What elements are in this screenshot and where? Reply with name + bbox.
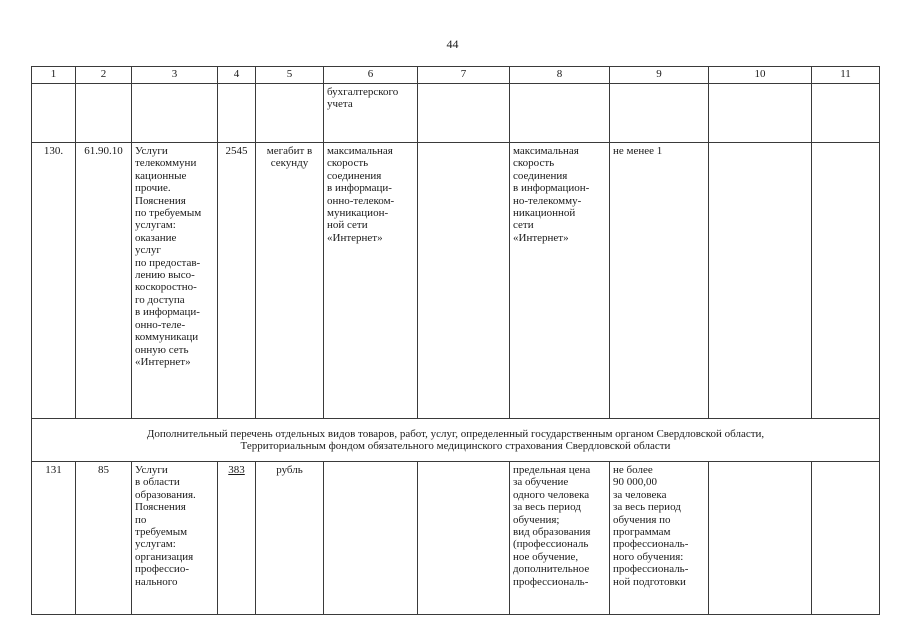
additional-list-heading: Дополнительный перечень отдельных видов товаров, работ, услуг, определенный государственным органом Свердловской области, Территориальным фондом обязательного медицинского страхования Свердловской области (32, 419, 880, 462)
row-number: 131 (32, 462, 76, 615)
table-cell (256, 84, 324, 143)
table-cell (812, 143, 880, 419)
table-cell (709, 462, 812, 615)
table-cell (610, 84, 709, 143)
table-row-continued (32, 84, 880, 143)
column-number: 11 (812, 67, 880, 84)
table-cell (218, 84, 256, 143)
column-number: 2 (76, 67, 132, 84)
table-cell (510, 84, 610, 143)
column-number: 7 (418, 67, 510, 84)
item-name: Услуги телекоммуни кационные прочие. Пояснения по требуемым услугам: оказание услуг по предостав- лению высо- коскоростно- го доступа в информаци- онно-теле- коммуникаци онную сеть «Интернет» (132, 143, 218, 419)
item-name: Услуги в области образования. Пояснения по требуемым услугам: организация профессио- нального (132, 462, 218, 615)
procurement-table (31, 66, 880, 615)
table-cell (76, 84, 132, 143)
table-cell (324, 462, 418, 615)
table-cell (812, 84, 880, 143)
characteristic-value: не менее 1 (610, 143, 709, 419)
column-number: 1 (32, 67, 76, 84)
column-number: 10 (709, 67, 812, 84)
table-cell (709, 143, 812, 419)
table-cell (418, 462, 510, 615)
table-cell (132, 84, 218, 143)
okei-code: 2545 (218, 143, 256, 419)
page-number: 44 (446, 37, 459, 51)
characteristic: максимальная скорость соединения в информацион- но-телекомму- никационной сети «Интернет» (510, 143, 610, 419)
okei-code: 383 (218, 462, 256, 615)
table-cell (812, 462, 880, 615)
characteristic: максимальная скорость соединения в информаци- онно-телеком- муникацион- ной сети «Интернет» (324, 143, 418, 419)
section-row (32, 419, 880, 462)
table-cell: бухгалтерского учета (324, 84, 418, 143)
column-number: 9 (610, 67, 709, 84)
column-number-row (32, 67, 880, 84)
table-cell (418, 84, 510, 143)
unit-name: мегабит в секунду (256, 143, 324, 419)
column-number: 6 (324, 67, 418, 84)
characteristic: предельная цена за обучение одного человека за весь период обучения; вид образования (профессиональ ное обучение, дополнительное профессиональ- (510, 462, 610, 615)
table-cell (32, 84, 76, 143)
characteristic-value: не более 90 000,00 за человека за весь период обучения по программам профессиональ- ного обучения: профессиональ- ной подготовки (610, 462, 709, 615)
okpd-code: 85 (76, 462, 132, 615)
column-number: 3 (132, 67, 218, 84)
okpd-code: 61.90.10 (76, 143, 132, 419)
table-row-131 (32, 462, 880, 615)
column-number: 8 (510, 67, 610, 84)
row-number: 130. (32, 143, 76, 419)
column-number: 5 (256, 67, 324, 84)
table-cell (418, 143, 510, 419)
table-row-130 (32, 143, 880, 419)
column-number: 4 (218, 67, 256, 84)
table-cell (709, 84, 812, 143)
unit-name: рубль (256, 462, 324, 615)
